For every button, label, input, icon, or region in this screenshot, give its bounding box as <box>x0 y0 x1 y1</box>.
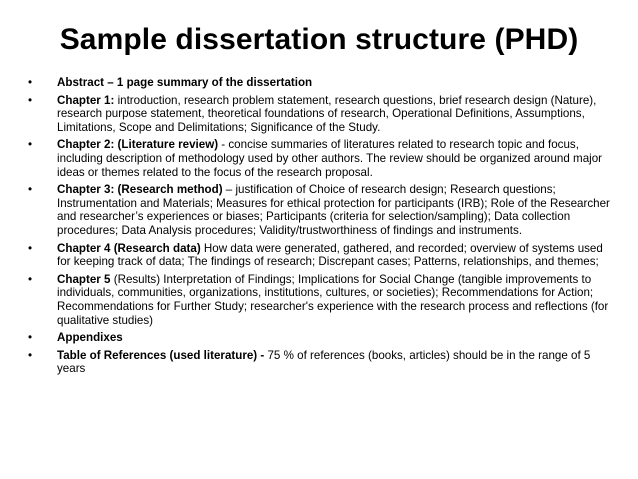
bullet-list <box>28 76 610 380</box>
bullet-heading: Chapter 5 <box>57 272 111 286</box>
bullet-heading: Chapter 3: (Research method) <box>57 183 223 197</box>
bullet-icon: • <box>28 331 33 345</box>
bullet-icon: • <box>28 76 33 89</box>
bullet-text: introduction, research problem statement, research questions, brief research design (Nature), research purpose statement, theoretical foundations of research, Operational Definitions, Assumptions, Limitations, Scope and Delimitations; Significance of the Study. <box>57 93 597 134</box>
bullet-icon: • <box>28 348 33 362</box>
bullet-icon: • <box>28 138 33 152</box>
bullet-text: - concise summaries of literatures related to research topic and focus, including description of methodology used by other authors. The review should be organized around major ideas or themes related to the focus of the research proposal. <box>57 138 603 179</box>
bullet-icon: • <box>28 241 33 255</box>
bullet-heading: Appendixes <box>57 331 123 345</box>
bullet-icon: • <box>28 183 33 197</box>
bullet-appendixes <box>28 331 610 345</box>
bullet-text: (Results) Interpretation of Findings; Implications for Social Change (tangible improvements to individuals, communities, organizations, institutions, cultures, or societies); Recommendations for Action; Recommendations for Further Study; researcher's experience with the research process and reflections (for qualitative studies) <box>57 272 609 327</box>
bullet-abstract <box>28 76 610 90</box>
bullet-heading: Chapter 1: <box>57 93 115 107</box>
bullet-chapter-1 <box>28 94 610 135</box>
bullet-chapter-5 <box>28 273 610 327</box>
bullet-text: – justification of Choice of research design; Research questions; Instrumentation and Materials; Measures for ethical protection for participants (IRB); Role of the Researcher and researcher’s experiences or biases; Participants (criteria for selection/sampling); Data collection procedures; Data Analysis procedures; Validity/trustworthiness of findings and instruments. <box>57 183 610 237</box>
bullet-text: How data were generated, gathered, and recorded; overview of systems used for keeping track of data; The findings of research; Discrepant cases; Patterns, relationships, and themes; <box>57 241 603 269</box>
bullet-heading: Abstract – 1 page summary of the dissertation <box>57 76 313 89</box>
slide-title: Sample dissertation structure (PHD) <box>59 23 579 56</box>
bullet-heading: Chapter 2: (Literature review) <box>57 138 219 152</box>
bullet-heading: Chapter 4 (Research data) <box>57 241 201 255</box>
bullet-heading: Table of References (used literature) - <box>57 348 265 362</box>
bullet-chapter-2 <box>28 138 610 179</box>
bullet-icon: • <box>28 272 33 286</box>
bullet-icon: • <box>28 93 33 107</box>
bullet-references <box>28 349 610 376</box>
bullet-chapter-4 <box>28 242 610 269</box>
bullet-text: 75 % of references (books, articles) should be in the range of 5 years <box>57 348 591 376</box>
bullet-chapter-3 <box>28 183 610 237</box>
